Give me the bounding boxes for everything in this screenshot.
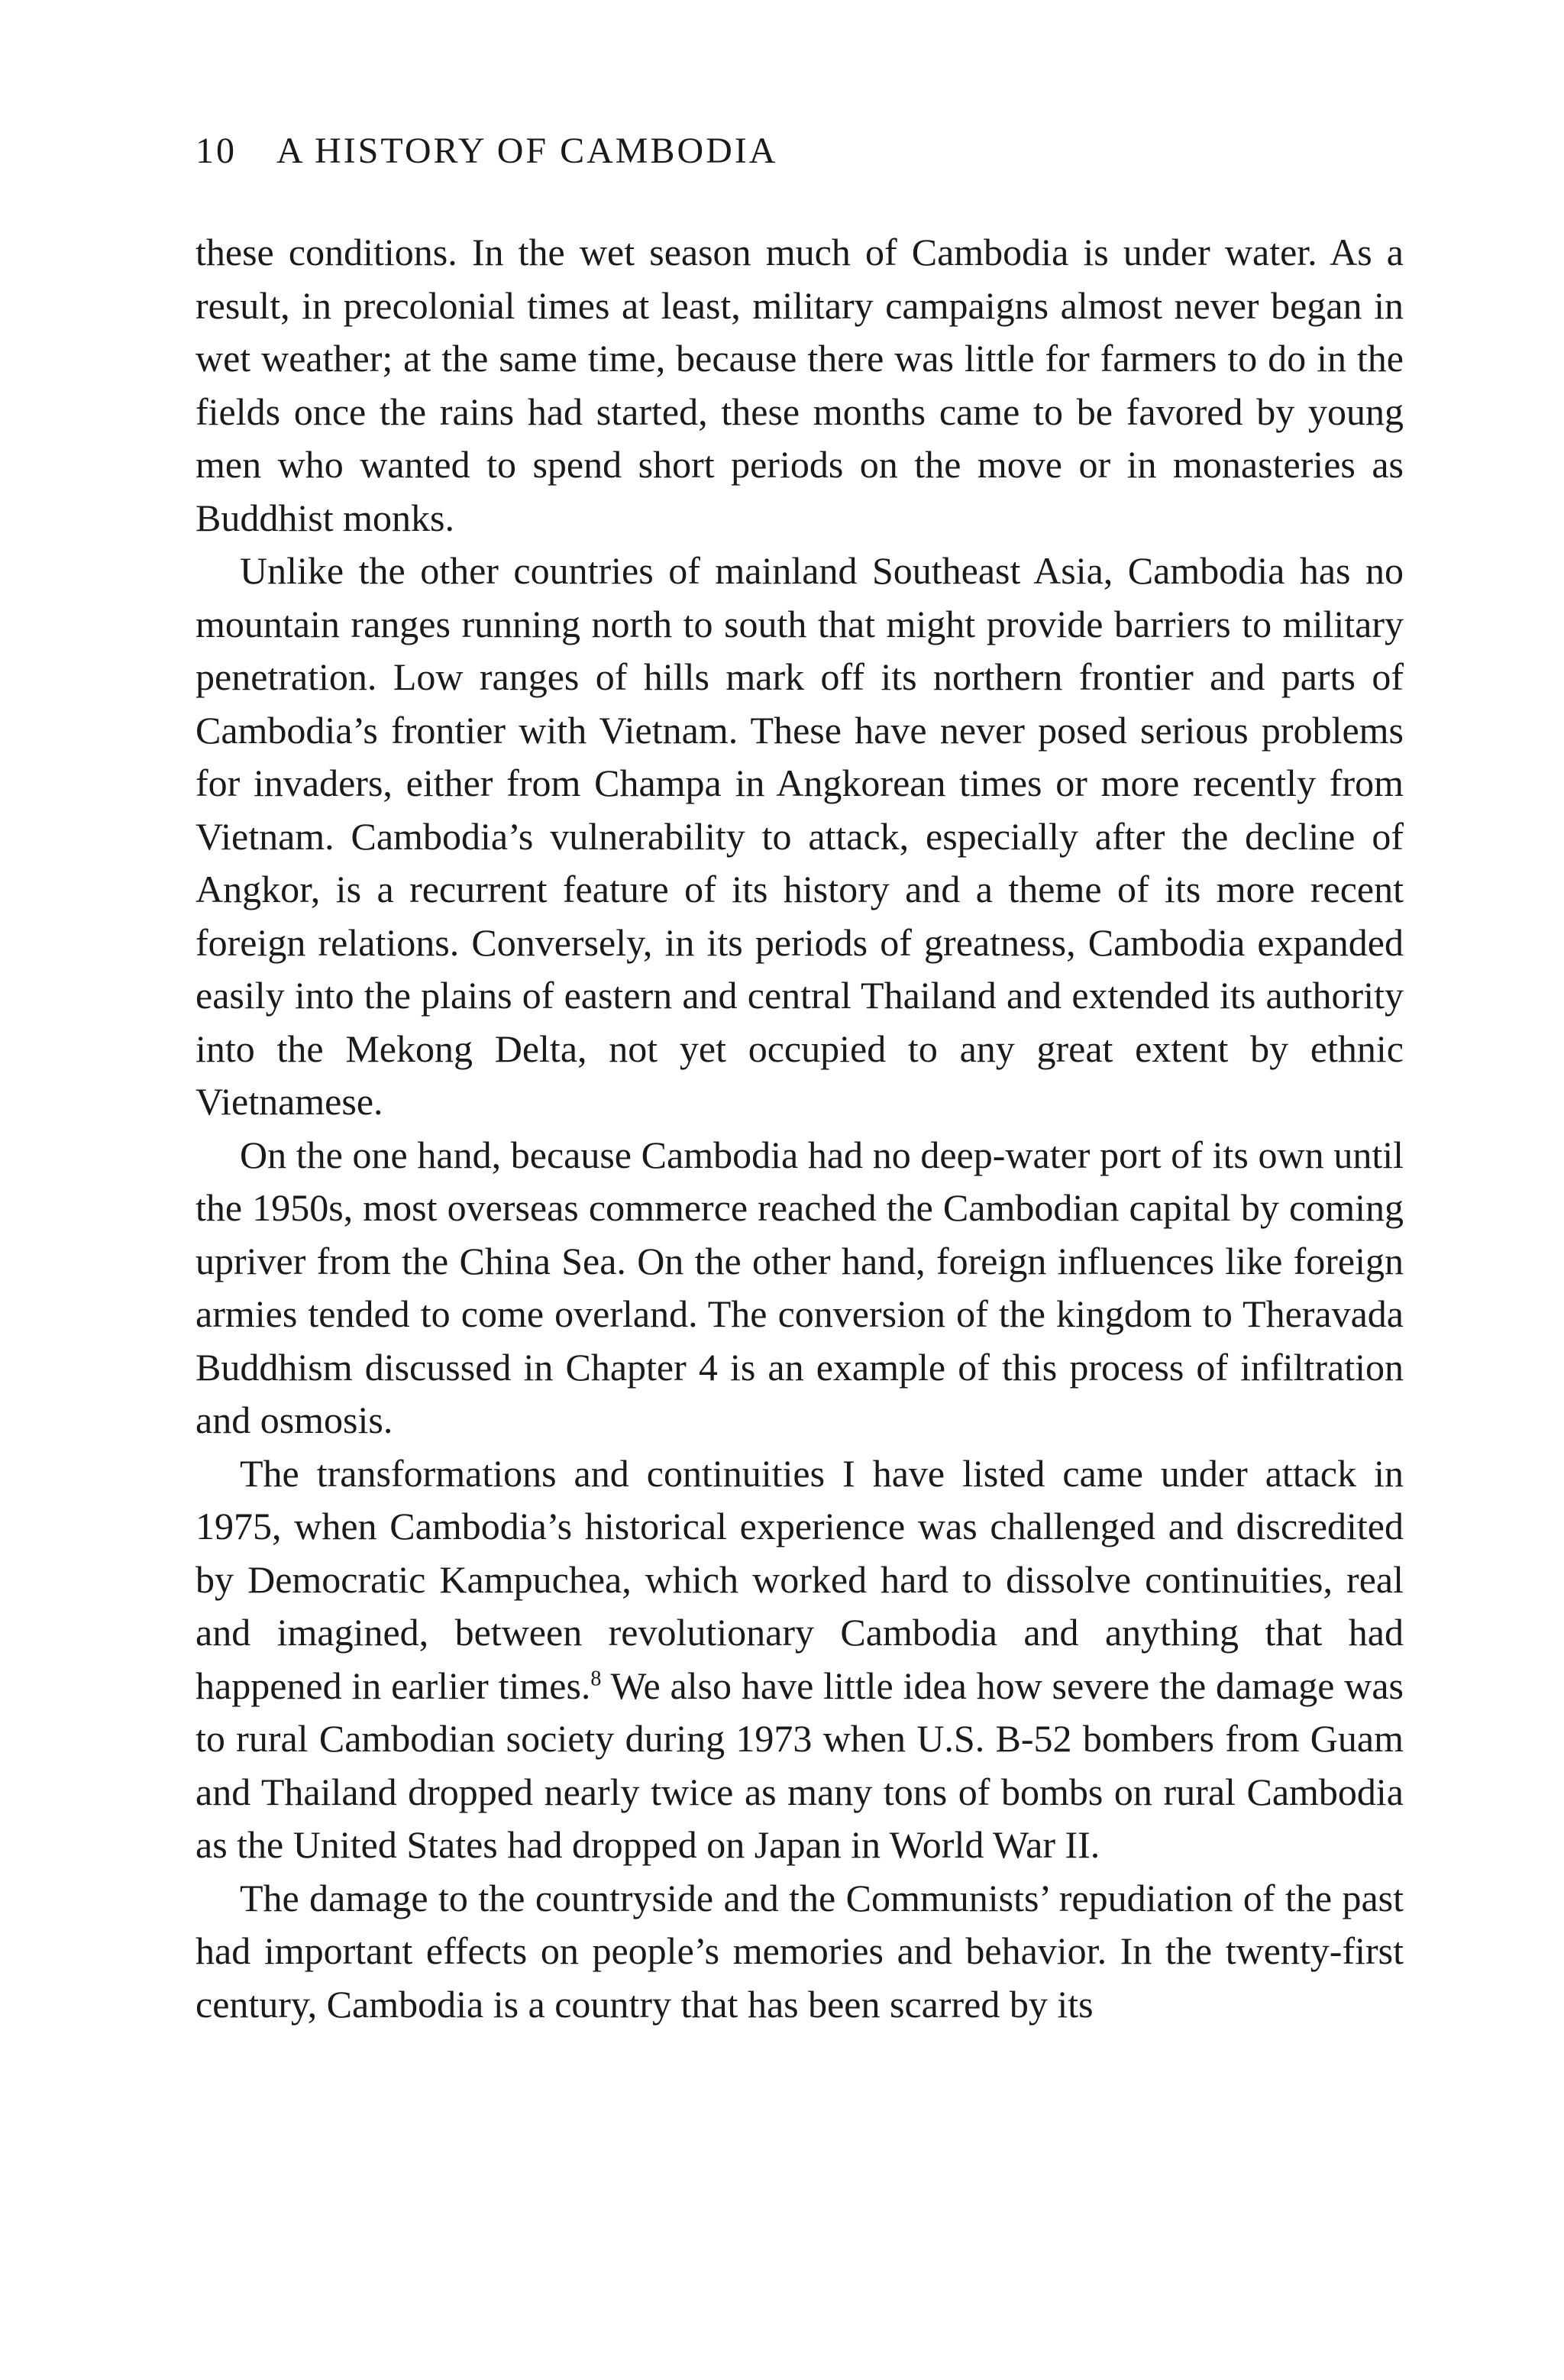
paragraph-4-text-before-note: The transformations and continuities I have listed came under attack in 1975, when Cambodia’s historical experience was challenged and discredited by Democratic Kampuchea, which worked hard to dissolve continuities, real and imagined, between revolutionary Cambodia and anything that had happened in earlier times. <box>196 1451 1404 1707</box>
page-number: 10 <box>196 131 237 171</box>
paragraph-4 <box>196 1447 1404 1872</box>
running-head <box>196 130 777 173</box>
paragraph-4-text-after-note: We also have little idea how severe the damage was to rural Cambodian society during 1973 when U.S. B-52 bombers from Guam and Thailand dropped nearly twice as many tons of bombs on rural Cambodia as the United States had dropped on Japan in World War II. <box>196 1664 1404 1866</box>
paragraph-2: Unlike the other countries of mainland Southeast Asia, Cambodia has no mountain ranges running north to south that might provide barriers to military penetration. Low ranges of hills mark off its northern frontier and parts of Cambodia’s frontier with Vietnam. These have never posed serious problems for invaders, either from Champa in Angkorean times or more recently from Vietnam. Cambodia’s vulnerability to attack, especially after the decline of Angkor, is a recurrent feature of its history and a theme of its more recent foreign relations. Conversely, in its periods of greatness, Cambodia expanded easily into the plains of eastern and central Thailand and extended its authority into the Mekong Delta, not yet occupied to any great extent by ethnic Vietnamese. <box>196 549 1404 1123</box>
footnote-marker[interactable]: 8 <box>590 1666 602 1690</box>
book-title: A HISTORY OF CAMBODIA <box>276 131 778 171</box>
paragraph-3: On the one hand, because Cambodia had no deep-water port of its own until the 1950s, most overseas commerce reached the Cambodian capital by coming upriver from the China Sea. On the other hand, foreign influences like foreign armies tended to come overland. The conversion of the kingdom to Theravada Buddhism discussed in Chapter 4 is an example of this process of infiltration and osmosis. <box>196 1133 1404 1441</box>
paragraph-5: The damage to the countryside and the Communists’ repudiation of the past had important effects on people’s memories and behavior. In the twenty-first century, Cambodia is a country that has been scarred by its <box>196 1876 1404 2026</box>
body-text <box>196 226 1404 2031</box>
paragraph-1: these conditions. In the wet season much of Cambodia is under water. As a result, in precolonial times at least, military campaigns almost never began in wet weather; at the same time, because there was little for farmers to do in the fields once the rains had started, these months came to be favored by young men who wanted to spend short periods on the move or in monasteries as Buddhist monks. <box>196 231 1404 539</box>
